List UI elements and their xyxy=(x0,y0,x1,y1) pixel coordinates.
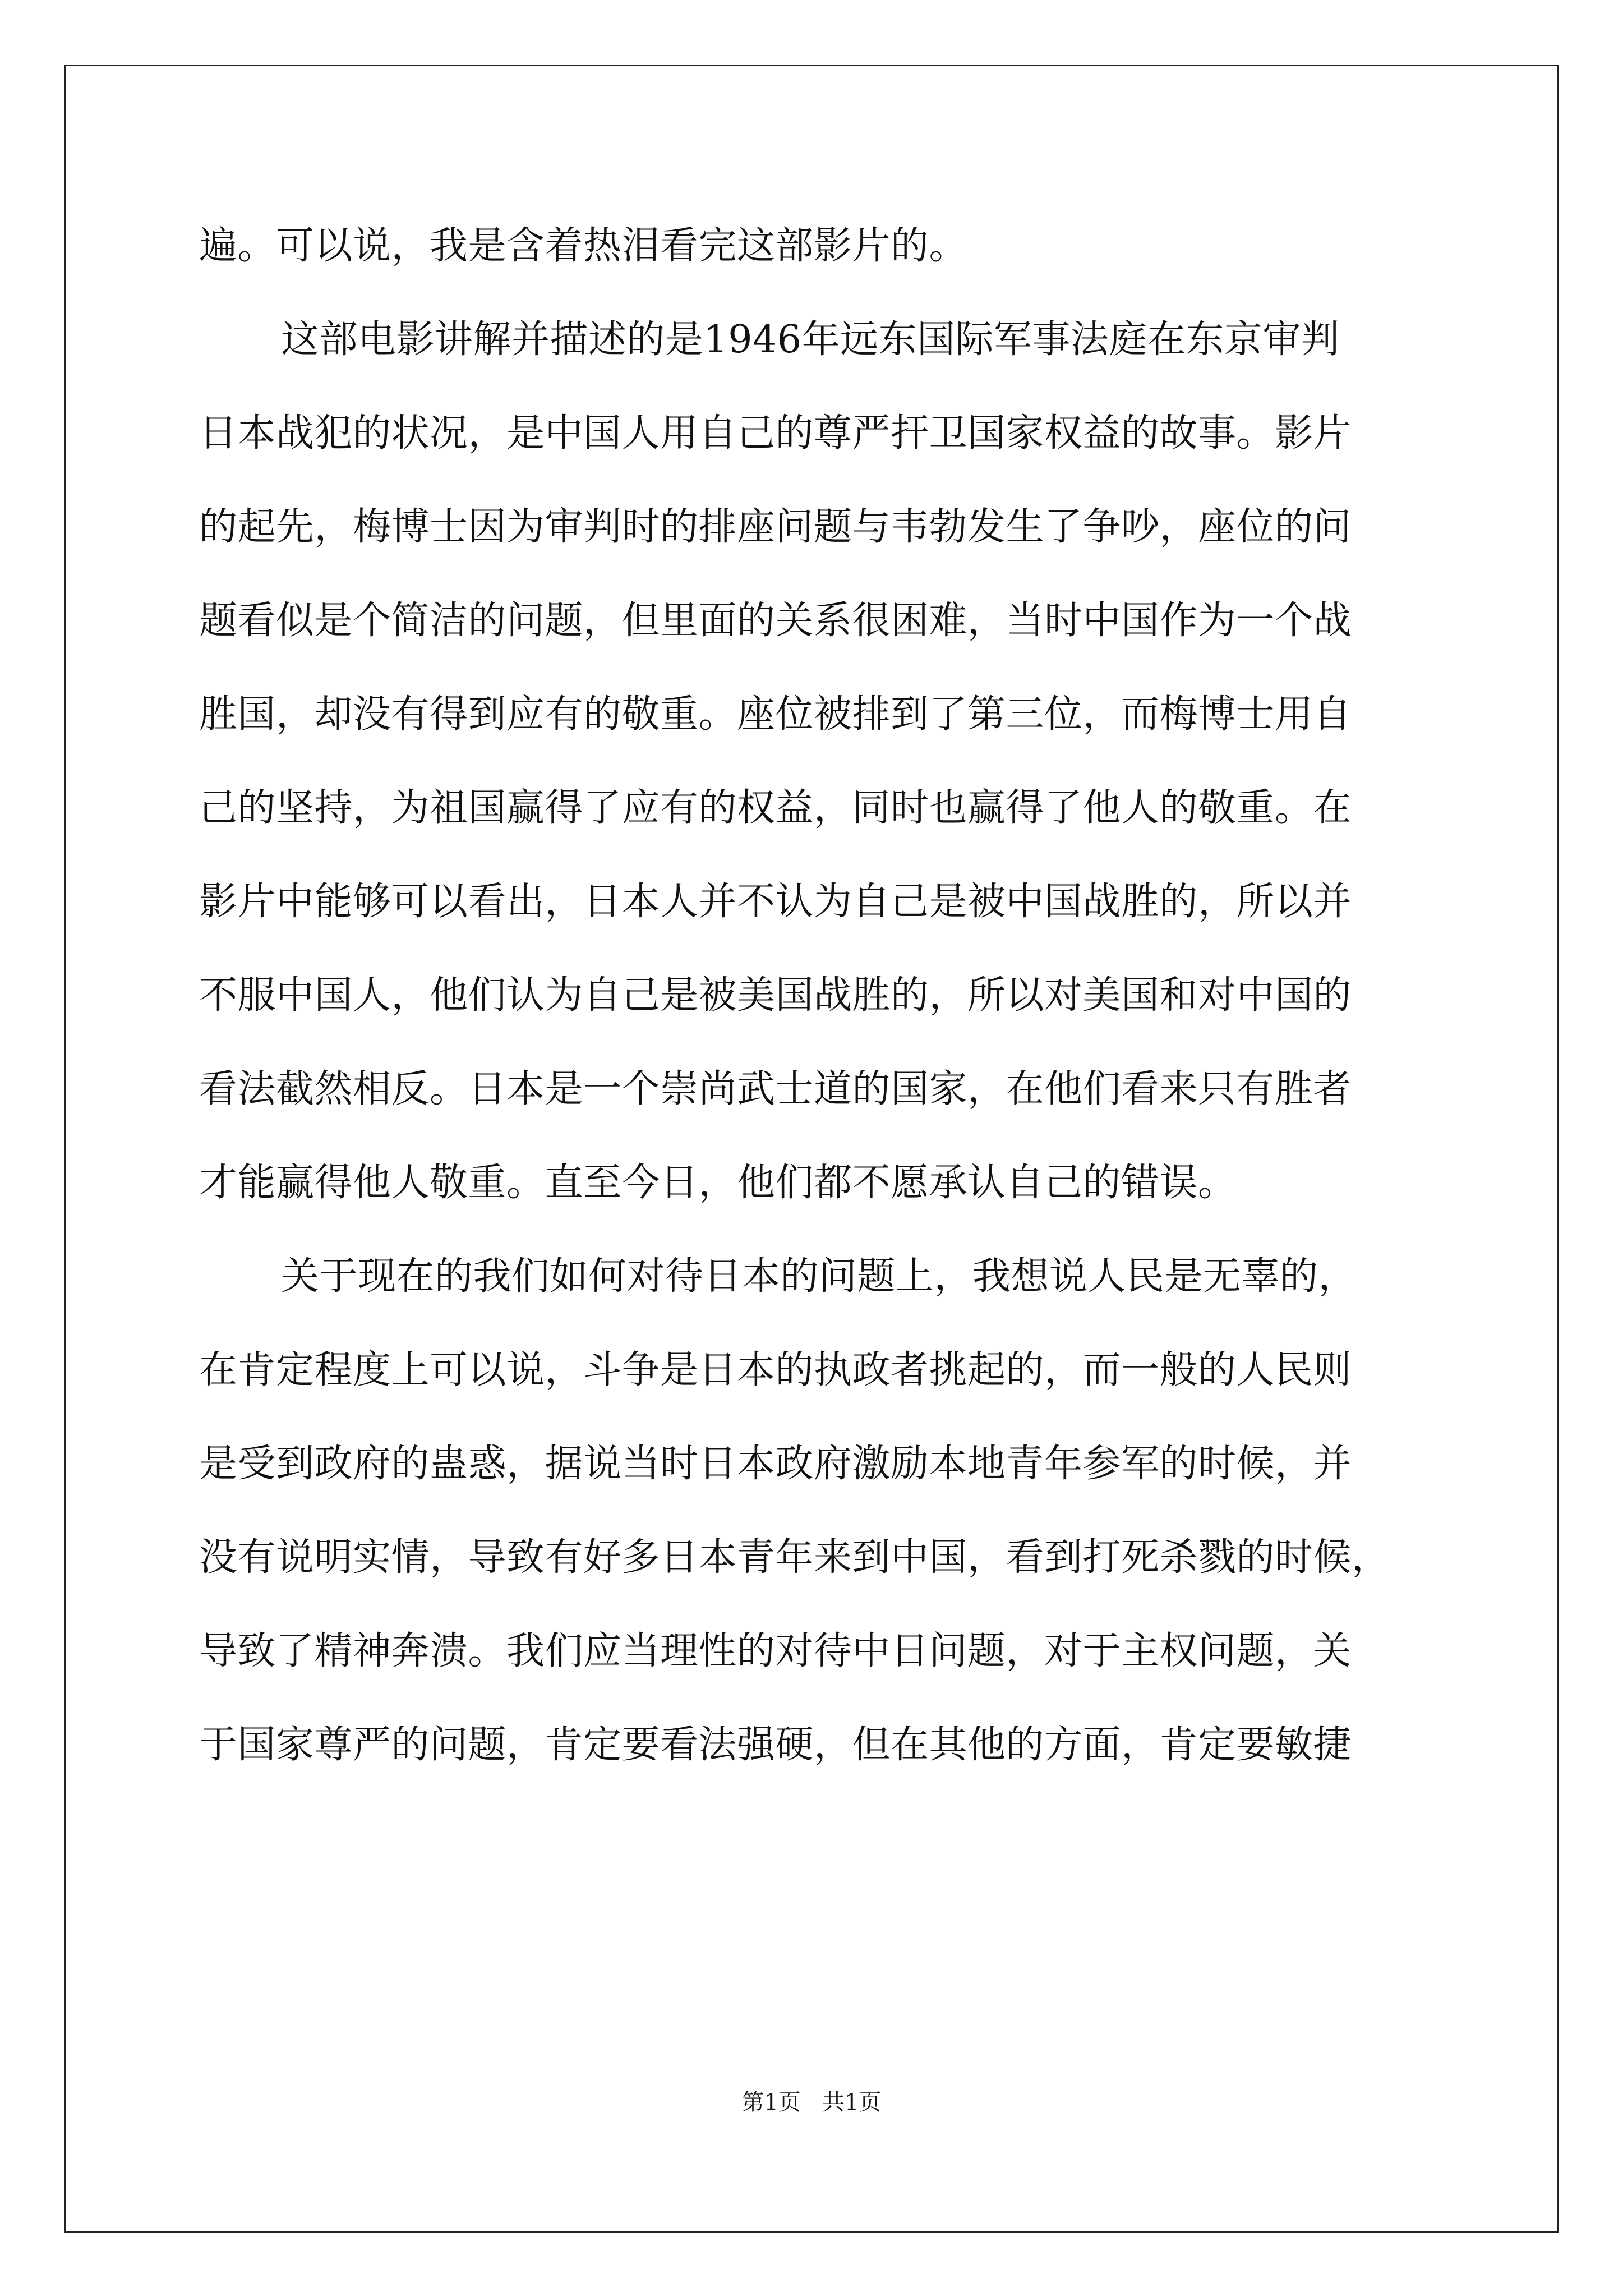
text-line: 不服中国人，他们认为自己是被美国战胜的，所以对美国和对中国的 xyxy=(199,973,1352,1018)
text-line: 日本战犯的状况，是中国人用自己的尊严扞卫国家权益的故事。影片 xyxy=(199,411,1352,455)
text-line: 导致了精神奔溃。我们应当理性的对待中日问题，对于主权问题，关 xyxy=(199,1629,1352,1673)
text-line: 的起先，梅博士因为审判时的排座问题与韦勃发生了争吵，座位的问 xyxy=(199,505,1352,549)
document-body xyxy=(199,199,1438,1792)
text-line: 在肯定程度上可以说，斗争是日本的执政者挑起的，而一般的人民则 xyxy=(199,1348,1352,1392)
text-line: 题看似是个简洁的问题，但里面的关系很困难，当时中国作为一个战 xyxy=(199,599,1352,643)
text-line: 于国家尊严的问题，肯定要看法强硬，但在其他的方面，肯定要敏捷 xyxy=(199,1723,1352,1767)
text-line: 是受到政府的蛊惑，据说当时日本政府激励本地青年参军的时候，并 xyxy=(199,1442,1352,1486)
text-line: 己的坚持，为祖国赢得了应有的权益，同时也赢得了他人的敬重。在 xyxy=(199,786,1352,830)
paragraph-start-line: 这部电影讲解并描述的是1946年远东国际军事法庭在东京审判 xyxy=(281,318,1340,362)
paragraph-start-line: 关于现在的我们如何对待日本的问题上，我想说人民是无辜的， xyxy=(281,1254,1357,1299)
text-line: 才能赢得他人敬重。直至今日，他们都不愿承认自己的错误。 xyxy=(199,1161,1237,1205)
text-line: 影片中能够可以看出，日本人并不认为自己是被中国战胜的，所以并 xyxy=(199,880,1352,924)
text-line: 遍。可以说，我是含着热泪看完这部影片的。 xyxy=(199,224,968,268)
text-line: 没有说明实情，导致有好多日本青年来到中国，看到打死杀戮的时候， xyxy=(199,1535,1390,1580)
text-line: 胜国，却没有得到应有的敬重。座位被排到了第三位，而梅博士用自 xyxy=(199,692,1352,737)
page-number-footer: 第1页 共1页 xyxy=(741,2090,882,2115)
text-line: 看法截然相反。日本是一个崇尚武士道的国家，在他们看来只有胜者 xyxy=(199,1067,1352,1111)
